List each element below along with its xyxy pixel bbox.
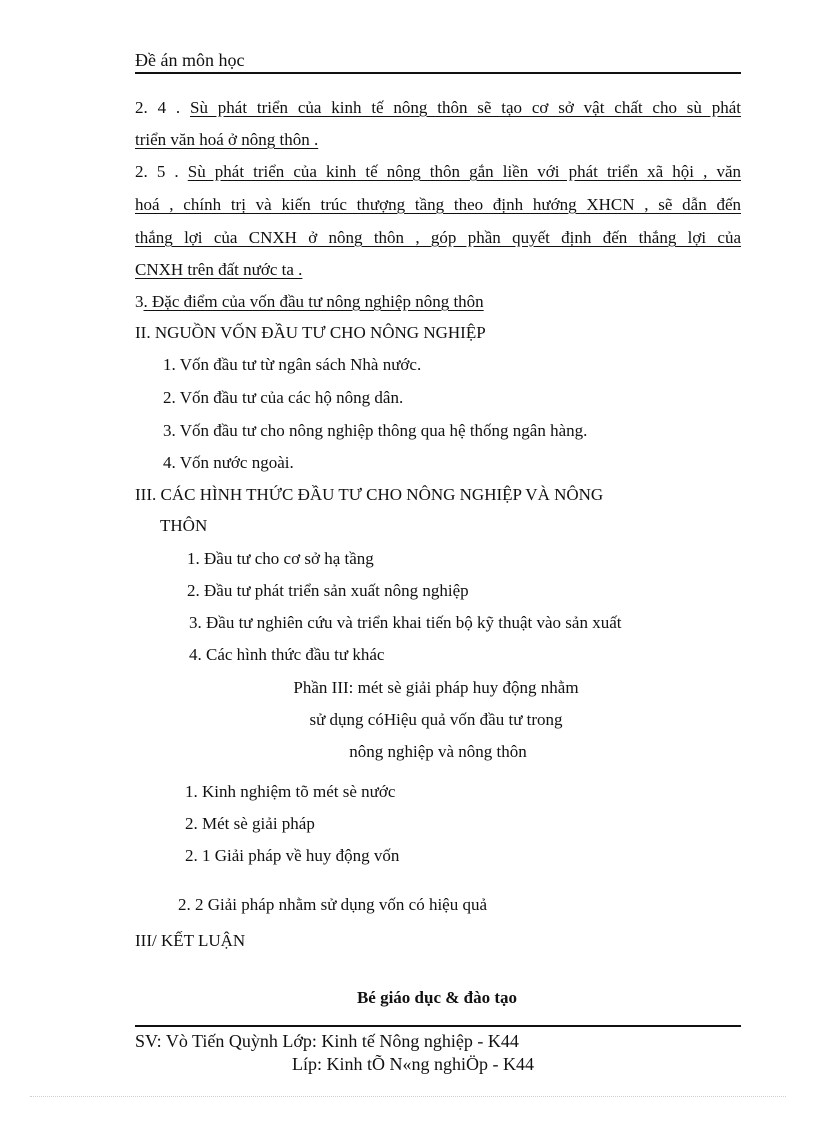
footer-divider: [135, 1025, 741, 1027]
section-2-5-heading-part-1: Sù phát triển của kinh tế nông thôn gắn liền với phát triển xã hội , văn: [187, 162, 741, 181]
part-ii-item-4: 4. Vốn nước ngoài.: [163, 453, 294, 472]
phan-iii-item-4: 2. 2 Giải pháp nhằm sử dụng vốn có hiệu quả: [178, 895, 488, 914]
section-2-4-line-1: [135, 98, 741, 118]
part-iii-heading-line-2: THÔN: [160, 516, 208, 535]
section-3-number: 3: [135, 292, 144, 311]
phan-iii-item-3: 2. 1 Giải pháp về huy động vốn: [185, 846, 400, 865]
section-2-4-heading-part-1: Sù phát triển của kinh tế nông thôn sẽ tạo cơ sở vật chất cho sù phát: [189, 98, 741, 117]
section-2-4-number: 2. 4 .: [135, 98, 190, 117]
part-ii-item-2: 2. Vốn đầu tư của các hộ nông dân.: [163, 388, 404, 407]
section-3-heading: [135, 292, 484, 312]
phan-iii-title-line-3: nông nghiệp và nông thôn: [349, 742, 527, 761]
footer-student-line: SV: Vò Tiến Quỳnh Lớp: Kinh tế Nông nghiệp - K44: [135, 1031, 519, 1051]
part-iii-item-4: 4. Các hình thức đầu tư khác: [189, 645, 385, 664]
section-2-5-heading-part-3: thắng lợi của CNXH ở nông thôn , góp phần quyết định đến thắng lợi của: [135, 228, 741, 247]
part-ii-item-1: 1. Vốn đầu tư từ ngân sách Nhà nước.: [163, 355, 422, 374]
header-divider: [135, 72, 741, 74]
phan-iii-title-line-1: Phần III: mét sè giải pháp huy động nhằm: [293, 678, 579, 697]
page-bottom-dotted-border: [30, 1096, 786, 1097]
part-ii-item-3: 3. Vốn đầu tư cho nông nghiệp thông qua hệ thống ngân hàng.: [163, 421, 588, 440]
section-2-5-number: 2. 5 .: [135, 162, 188, 181]
part-iii-item-1: 1. Đầu tư cho cơ sở hạ tầng: [187, 549, 374, 568]
part-iii-item-2: 2. Đầu tư phát triển sản xuất nông nghiệp: [187, 581, 469, 600]
footer-ministry: Bé giáo dục & đào tạo: [356, 988, 518, 1007]
part-ii-heading: II. NGUỒN VỐN ĐẦU TƯ CHO NÔNG NGHIỆP: [135, 323, 486, 342]
page-header-title: Đề án môn học: [135, 50, 245, 70]
section-2-5-heading-part-2: hoá , chính trị và kiến trúc thượng tầng theo định hướng XHCN , sẽ dẫn đến: [135, 195, 741, 214]
part-iii-item-3: 3. Đầu tư nghiên cứu và triển khai tiến bộ kỹ thuật vào sản xuất: [189, 613, 622, 632]
footer-class-line: Líp: Kinh tÕ N«ng nghiÖp - K44: [292, 1054, 534, 1074]
section-2-5-heading-part-4: CNXH trên đất nước ta .: [135, 260, 303, 279]
conclusion-heading: III/ KẾT LUẬN: [135, 931, 246, 950]
part-iii-heading-line-1: III. CÁC HÌNH THỨC ĐẦU TƯ CHO NÔNG NGHIỆP VÀ NÔNG: [135, 485, 604, 504]
phan-iii-item-2: 2. Mét sè giải pháp: [185, 814, 315, 833]
phan-iii-title-line-2: sử dụng cóHiệu quả vốn đầu tư trong: [309, 710, 563, 729]
section-2-5-line-1: [135, 162, 741, 182]
section-3-title: . Đặc điểm của vốn đầu tư nông nghiệp nông thôn: [143, 292, 484, 311]
phan-iii-item-1: 1. Kinh nghiệm tõ mét sè nước: [185, 782, 396, 801]
section-2-4-heading-part-2: triển văn hoá ở nông thôn .: [135, 130, 319, 149]
